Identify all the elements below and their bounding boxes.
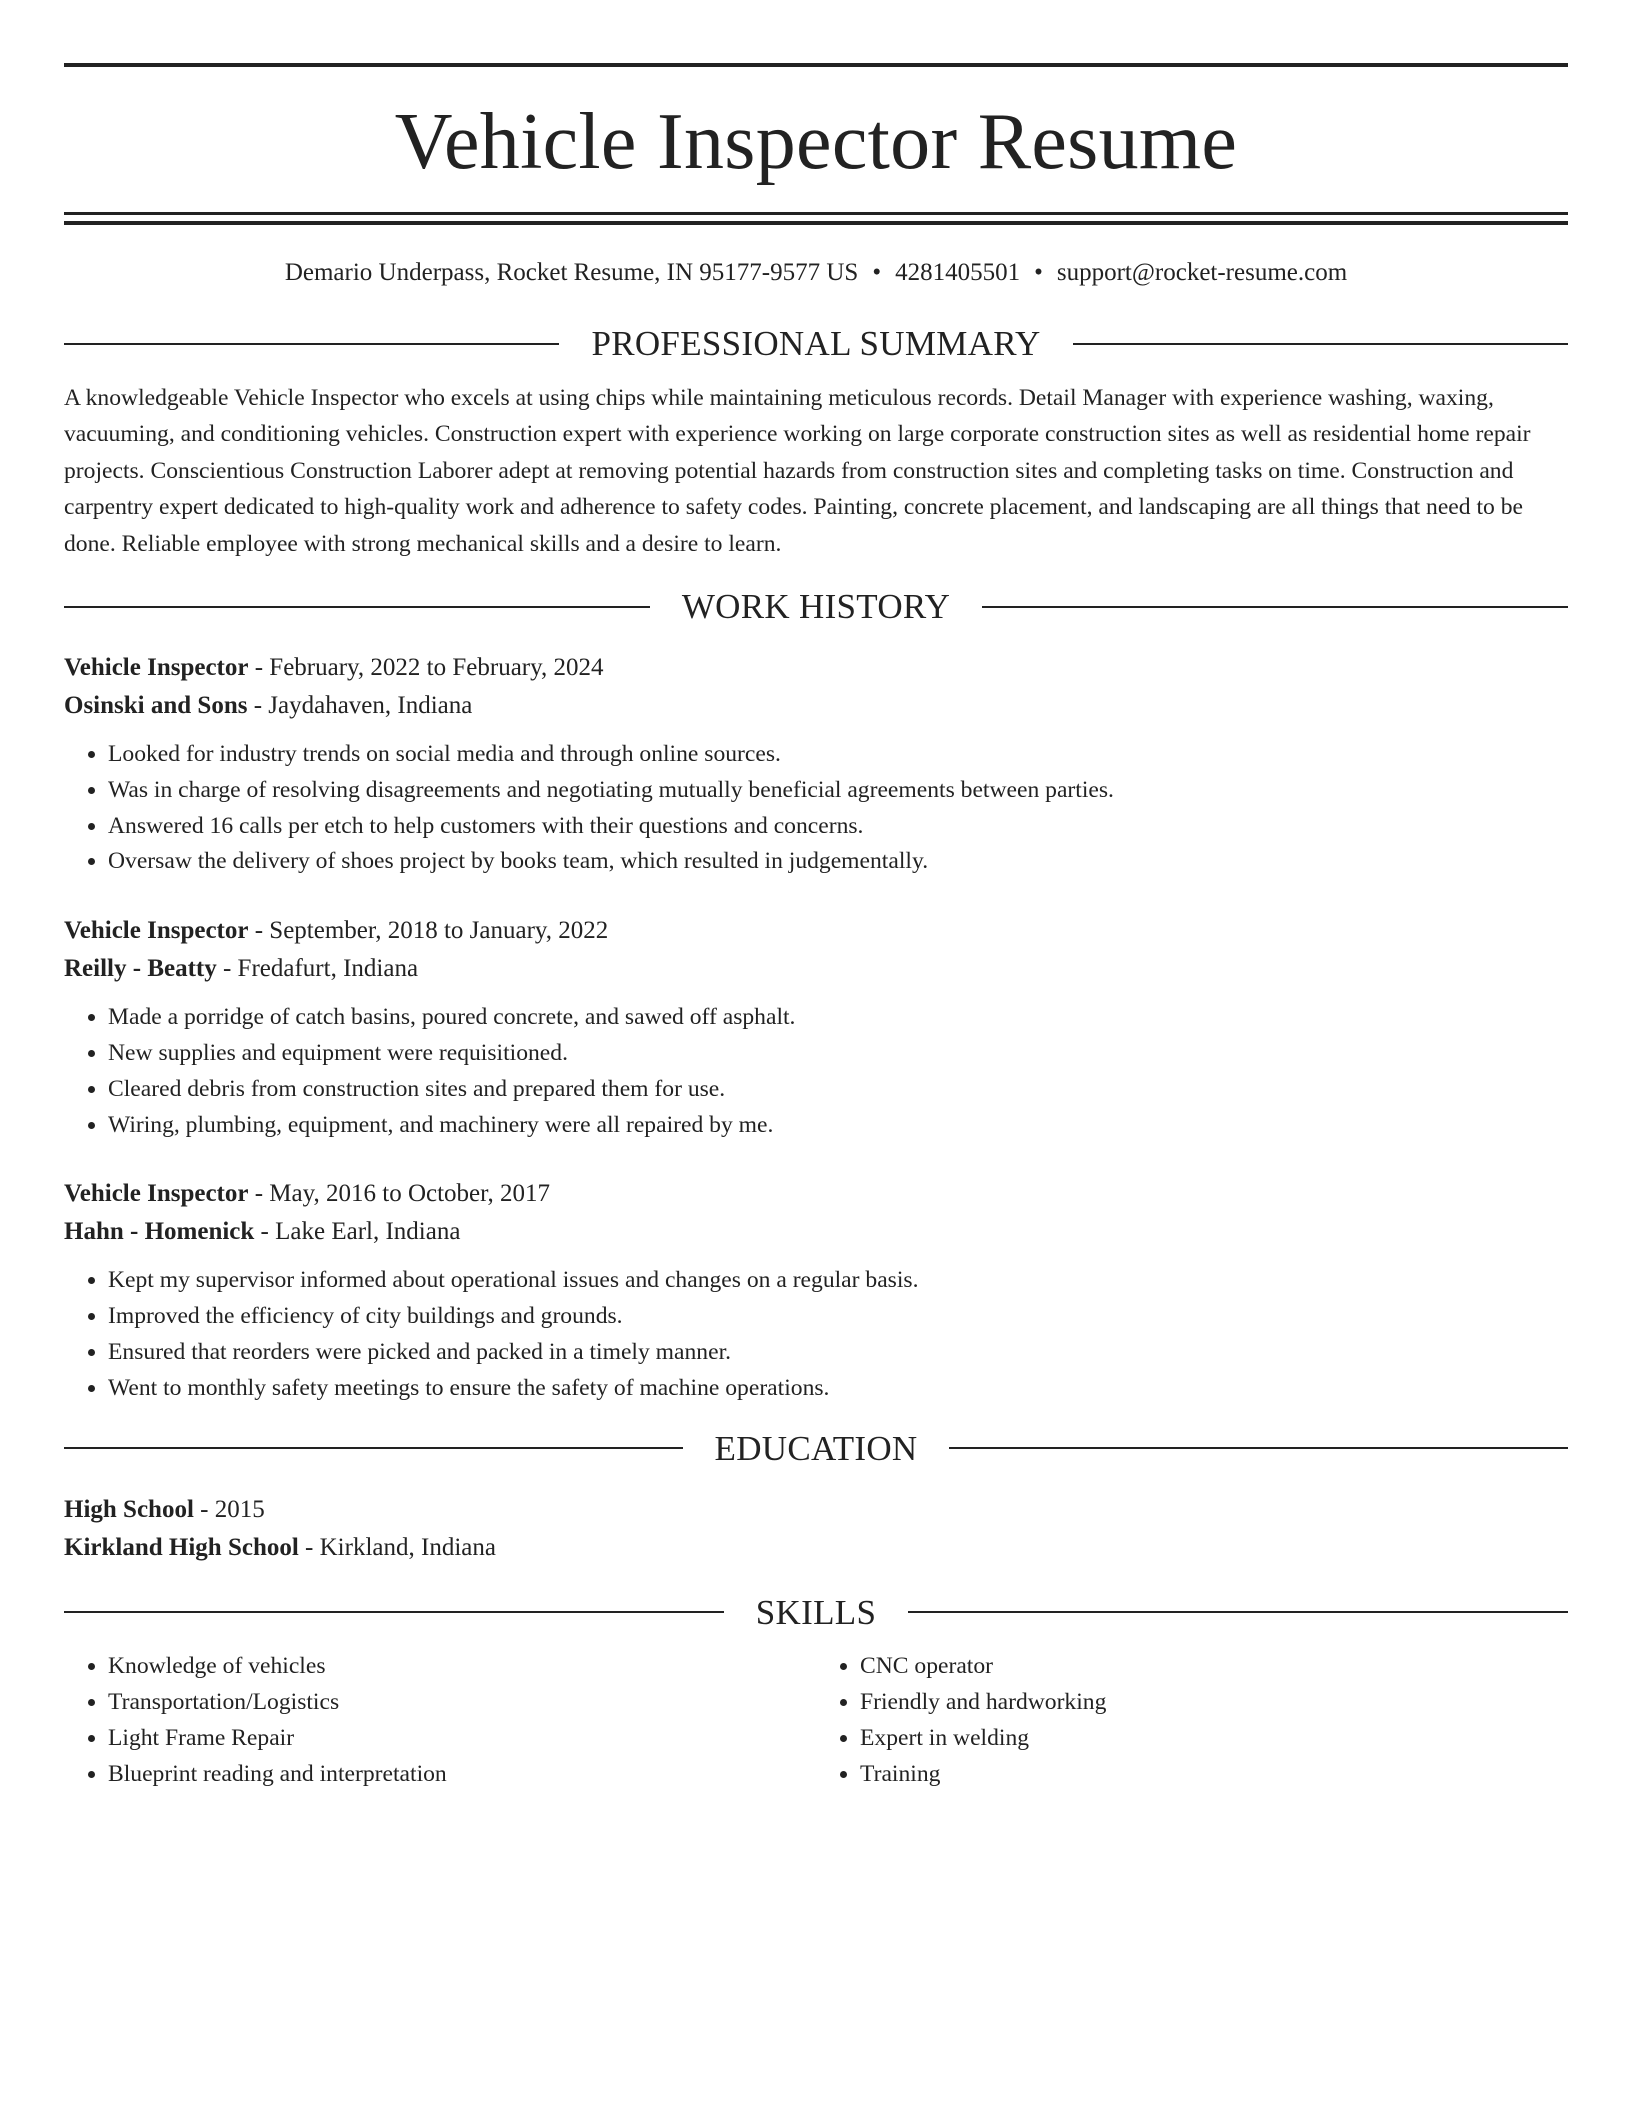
list-item: • Answered 16 calls per etch to help customers with their questions and concerns. (108, 809, 1568, 845)
page-title: Vehicle Inspector Resume (394, 98, 1238, 186)
job-entry (64, 1175, 1568, 1406)
section-header-summary (64, 326, 1568, 361)
skills-column-right (816, 1648, 1568, 1792)
skill-item: • Expert in welding (860, 1720, 1568, 1756)
list-item: • Improved the efficiency of city buildings and grounds. (108, 1299, 1568, 1335)
section-header-work-history (64, 587, 1568, 627)
education-entry (64, 1491, 1568, 1567)
job-location: - Fredafurt, Indiana (216, 955, 419, 983)
job-company: Hahn - Homenick (64, 1218, 255, 1246)
education-degree-line (64, 1491, 1568, 1529)
job-company: Reilly - Beatty (64, 955, 217, 983)
skill-item: • Transportation/Logistics (108, 1684, 816, 1720)
contact-phone: 4281405501 (895, 259, 1021, 286)
header-rule-right (908, 1611, 1568, 1613)
job-location: - Lake Earl, Indiana (254, 1218, 461, 1246)
header-rule-left (64, 1447, 683, 1449)
list-item: • Looked for industry trends on social media and through online sources. (108, 737, 1568, 773)
summary-text: A knowledgeable Vehicle Inspector who excels at using chips while maintaining meticulous records. Detail Manager with experience washing, waxing, vacuuming, and conditioning vehicles. Construction expert with experience working on large corporate construction sites as well as residential home repair projects. Conscientious Construction Laborer adept at removing potential hazards from construction sites and completing tasks on time. Construction and carpentry expert dedicated to high-quality work and adherence to safety codes. Painting, concrete placement, and landscaping are all things that need to be done. Reliable employee with strong mechanical skills and a desire to learn. (64, 385, 1531, 557)
job-title: Vehicle Inspector (64, 654, 249, 682)
section-title: WORK HISTORY (681, 587, 951, 627)
education-year: - 2015 (193, 1495, 265, 1523)
list-item: • Was in charge of resolving disagreements and negotiating mutually beneficial agreements between parties. (108, 773, 1568, 809)
job-title: Vehicle Inspector (64, 1180, 249, 1208)
list-item: • New supplies and equipment were requisitioned. (108, 1036, 1568, 1072)
section-title: SKILLS (755, 1592, 877, 1632)
header-rule-left (64, 343, 559, 345)
contact-email: support@rocket-resume.com (1056, 259, 1348, 286)
education-school-line (64, 1529, 1568, 1567)
job-bullets (64, 1000, 1568, 1143)
contact-separator: • (872, 259, 882, 286)
list-item: • Oversaw the delivery of shoes project by books team, which resulted in judgementally. (108, 844, 1568, 880)
header-rule-right (949, 1447, 1568, 1449)
skill-item: • CNC operator (860, 1648, 1568, 1684)
job-entry (64, 649, 1568, 880)
skill-item: • Friendly and hardworking (860, 1684, 1568, 1720)
job-title: Vehicle Inspector (64, 917, 249, 945)
list-item: • Cleared debris from construction sites and prepared them for use. (108, 1072, 1568, 1108)
job-location: - Jaydahaven, Indiana (247, 692, 473, 720)
title-double-rule (64, 212, 1568, 225)
header-rule-left (64, 606, 650, 608)
list-item: • Went to monthly safety meetings to ensure the safety of machine operations. (108, 1371, 1568, 1407)
contact-separator: • (1034, 259, 1043, 286)
section-header-education (64, 1428, 1568, 1468)
job-company-line (64, 1213, 1568, 1251)
header-rule-right (982, 606, 1568, 608)
list-item: • Kept my supervisor informed about operational issues and changes on a regular basis. (108, 1263, 1568, 1299)
skill-item: • Knowledge of vehicles (108, 1648, 816, 1684)
skill-item: • Light Frame Repair (108, 1720, 816, 1756)
education-location: - Kirkland, Indiana (298, 1533, 496, 1561)
skills-column-left (64, 1648, 816, 1792)
contact-address: Demario Underpass, Rocket Resume, IN 95177-9577 US (284, 259, 859, 286)
education-school: Kirkland High School (64, 1533, 299, 1561)
section-title: EDUCATION (714, 1428, 918, 1468)
header-rule-right (1073, 343, 1568, 345)
job-dates: - September, 2018 to January, 2022 (248, 917, 609, 945)
job-title-line (64, 649, 1568, 687)
list-item: • Made a porridge of catch basins, poured concrete, and sawed off asphalt. (108, 1000, 1568, 1036)
contact-line (64, 258, 1568, 288)
job-bullets (64, 737, 1568, 880)
job-company-line (64, 950, 1568, 988)
section-title: PROFESSIONAL SUMMARY (591, 324, 1041, 363)
section-header-skills (64, 1592, 1568, 1632)
job-bullets (64, 1263, 1568, 1406)
list-item: • Wiring, plumbing, equipment, and machinery were all repaired by me. (108, 1108, 1568, 1144)
job-title-line (64, 912, 1568, 950)
skills-grid (64, 1648, 1568, 1792)
skill-item: • Training (860, 1756, 1568, 1792)
job-dates: - May, 2016 to October, 2017 (248, 1180, 550, 1208)
list-item: • Ensured that reorders were picked and packed in a timely manner. (108, 1335, 1568, 1371)
job-entry (64, 912, 1568, 1143)
job-company: Osinski and Sons (64, 692, 248, 720)
job-company-line (64, 687, 1568, 725)
header-rule-left (64, 1611, 724, 1613)
skill-item: • Blueprint reading and interpretation (108, 1756, 816, 1792)
job-title-line (64, 1175, 1568, 1213)
title-top-rule (64, 63, 1568, 67)
education-degree: High School (64, 1495, 194, 1523)
job-dates: - February, 2022 to February, 2024 (248, 654, 604, 682)
